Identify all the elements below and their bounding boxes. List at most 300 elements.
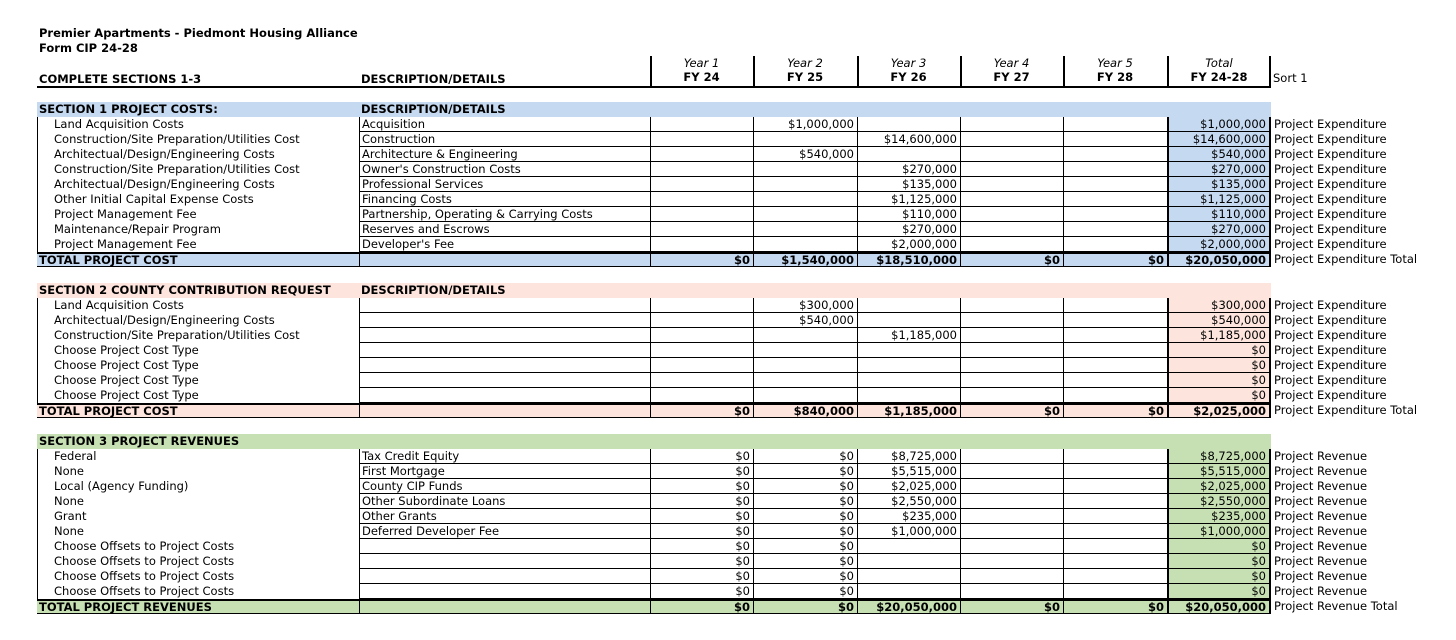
cell-y4[interactable] <box>960 494 1063 509</box>
table-row <box>37 237 1271 252</box>
row-description[interactable] <box>359 554 650 569</box>
row-label[interactable]: Land Acquisition Costs <box>37 298 359 313</box>
cell-y3[interactable]: $1,125,000 <box>857 192 960 207</box>
header-divider <box>753 56 755 88</box>
row-description[interactable]: Financing Costs <box>359 192 650 207</box>
cell-y5[interactable] <box>1063 464 1167 479</box>
cell-y2[interactable] <box>753 358 857 373</box>
section-title: SECTION 3 PROJECT REVENUES <box>39 434 240 448</box>
cell-y1[interactable]: $0 <box>650 479 753 494</box>
cell-tot: $0 <box>1167 539 1271 554</box>
cell-y5[interactable] <box>1063 328 1167 343</box>
cell-y5[interactable] <box>1063 449 1167 464</box>
table-row <box>37 358 1271 373</box>
cell-y3[interactable] <box>857 343 960 358</box>
row-label[interactable]: Choose Offsets to Project Costs <box>37 584 359 599</box>
sort-label: Project Expenditure <box>1274 117 1387 131</box>
col-header-sections: COMPLETE SECTIONS 1-3 <box>39 72 202 86</box>
cell-y4[interactable] <box>960 449 1063 464</box>
col-header-year-3 <box>857 56 960 84</box>
total-y1: $0 <box>650 601 753 613</box>
cell-y5[interactable] <box>1063 494 1167 509</box>
table-row <box>37 132 1271 147</box>
cell-y5[interactable] <box>1063 584 1167 599</box>
cell-y5[interactable] <box>1063 177 1167 192</box>
cell-y3[interactable] <box>857 554 960 569</box>
header-divider <box>1167 56 1169 88</box>
cell-y1[interactable] <box>650 162 753 177</box>
row-label[interactable]: None <box>37 494 359 509</box>
row-label[interactable]: Choose Project Cost Type <box>37 388 359 403</box>
cell-y3[interactable] <box>857 298 960 313</box>
year-label: Year 4 <box>993 56 1030 70</box>
total-y5: $0 <box>1063 601 1167 613</box>
sort-label: Project Revenue <box>1274 554 1368 568</box>
total-y2: $0 <box>753 601 857 613</box>
table-row <box>37 298 1271 313</box>
cell-y5[interactable] <box>1063 388 1167 403</box>
row-label[interactable]: Choose Project Cost Type <box>37 373 359 388</box>
cell-y3[interactable] <box>857 569 960 584</box>
row-label[interactable]: Land Acquisition Costs <box>37 117 359 132</box>
row-label[interactable]: Choose Project Cost Type <box>37 358 359 373</box>
cell-y3[interactable] <box>857 373 960 388</box>
section-heading <box>37 102 1271 117</box>
total-y3: $20,050,000 <box>857 601 960 613</box>
cell-y3[interactable]: $270,000 <box>857 162 960 177</box>
sort-label: Project Revenue Total <box>1274 599 1398 613</box>
cell-y2[interactable] <box>753 343 857 358</box>
row-description[interactable]: County CIP Funds <box>359 479 650 494</box>
cell-y4[interactable] <box>960 132 1063 147</box>
row-label[interactable]: Project Management Fee <box>37 207 359 222</box>
cell-y4[interactable] <box>960 388 1063 403</box>
row-description[interactable]: Developer's Fee <box>359 237 650 252</box>
cell-y2[interactable]: $0 <box>753 464 857 479</box>
cell-tot: $540,000 <box>1167 313 1271 328</box>
cell-tot: $1,000,000 <box>1167 117 1271 132</box>
cell-y1[interactable]: $0 <box>650 449 753 464</box>
row-label[interactable]: Project Management Fee <box>37 237 359 252</box>
table-row <box>37 192 1271 207</box>
section-desc-title <box>359 434 650 449</box>
total-row <box>37 403 1271 418</box>
cell-y4[interactable] <box>960 298 1063 313</box>
cell-y5[interactable] <box>1063 343 1167 358</box>
row-label[interactable]: Grant <box>37 509 359 524</box>
total-desc <box>359 405 650 417</box>
cell-y1[interactable] <box>650 298 753 313</box>
cell-y4[interactable] <box>960 222 1063 237</box>
total-y5: $0 <box>1063 254 1167 266</box>
cell-y3[interactable]: $1,000,000 <box>857 524 960 539</box>
cell-y2[interactable] <box>753 132 857 147</box>
cell-y1[interactable] <box>650 207 753 222</box>
total-desc <box>359 254 650 266</box>
row-label[interactable]: Local (Agency Funding) <box>37 479 359 494</box>
cell-y4[interactable] <box>960 237 1063 252</box>
cell-y2[interactable] <box>753 192 857 207</box>
total-y4: $0 <box>960 601 1063 613</box>
cell-y4[interactable] <box>960 569 1063 584</box>
table-row <box>37 328 1271 343</box>
row-label[interactable]: Construction/Site Preparation/Utilities Cost <box>37 132 359 147</box>
cell-y1[interactable] <box>650 343 753 358</box>
col-header-year-4 <box>960 56 1063 84</box>
section-desc-title: DESCRIPTION/DETAILS <box>361 283 506 297</box>
section-heading <box>37 283 1271 298</box>
row-description[interactable]: Owner's Construction Costs <box>359 162 650 177</box>
row-label[interactable]: Federal <box>37 449 359 464</box>
table-row <box>37 207 1271 222</box>
cell-y2[interactable]: $0 <box>753 539 857 554</box>
cell-y4[interactable] <box>960 192 1063 207</box>
table-row <box>37 388 1271 403</box>
cell-y3[interactable]: $235,000 <box>857 509 960 524</box>
cell-y1[interactable] <box>650 313 753 328</box>
total-y5: $0 <box>1063 405 1167 417</box>
cell-y3[interactable]: $1,185,000 <box>857 328 960 343</box>
sort-label: Project Expenditure <box>1274 358 1387 372</box>
table-row <box>37 162 1271 177</box>
sort-label: Project Expenditure <box>1274 373 1387 387</box>
cell-y1[interactable]: $0 <box>650 464 753 479</box>
cell-y3[interactable] <box>857 117 960 132</box>
cell-tot: $135,000 <box>1167 177 1271 192</box>
section-heading <box>37 434 1271 449</box>
cell-y1[interactable] <box>650 388 753 403</box>
row-label[interactable]: Construction/Site Preparation/Utilities Cost <box>37 162 359 177</box>
cell-y1[interactable] <box>650 328 753 343</box>
col-header-year-5 <box>1063 56 1167 84</box>
total-tot: $20,050,000 <box>1167 601 1271 613</box>
row-description[interactable] <box>359 584 650 599</box>
sort-label: Project Expenditure <box>1274 328 1387 342</box>
sort-label: Project Expenditure <box>1274 222 1387 236</box>
sort-label: Project Expenditure <box>1274 162 1387 176</box>
row-description[interactable] <box>359 328 650 343</box>
cell-y3[interactable]: $135,000 <box>857 177 960 192</box>
cell-y2[interactable]: $0 <box>753 509 857 524</box>
cell-tot: $270,000 <box>1167 222 1271 237</box>
cell-y5[interactable] <box>1063 147 1167 162</box>
cell-tot: $1,185,000 <box>1167 328 1271 343</box>
section-title: SECTION 2 COUNTY CONTRIBUTION REQUEST <box>39 283 331 297</box>
cell-y1[interactable]: $0 <box>650 494 753 509</box>
cell-y5[interactable] <box>1063 313 1167 328</box>
cell-y5[interactable] <box>1063 207 1167 222</box>
cell-y1[interactable] <box>650 222 753 237</box>
year-label: Total <box>1205 56 1233 70</box>
form-title: Premier Apartments - Piedmont Housing Alliance <box>39 26 358 40</box>
cell-y2[interactable] <box>753 222 857 237</box>
cell-y5[interactable] <box>1063 192 1167 207</box>
cell-y4[interactable] <box>960 509 1063 524</box>
row-description[interactable]: First Mortgage <box>359 464 650 479</box>
header-divider <box>857 56 859 88</box>
total-label: TOTAL PROJECT COST <box>37 254 359 266</box>
row-description[interactable] <box>359 358 650 373</box>
cell-y1[interactable]: $0 <box>650 524 753 539</box>
cell-y2[interactable]: $540,000 <box>753 313 857 328</box>
cell-tot: $110,000 <box>1167 207 1271 222</box>
col-header-year-6 <box>1167 56 1271 84</box>
total-row <box>37 252 1271 267</box>
cell-y1[interactable] <box>650 373 753 388</box>
cell-y2[interactable] <box>753 162 857 177</box>
cell-y2[interactable]: $0 <box>753 569 857 584</box>
cell-tot: $0 <box>1167 343 1271 358</box>
cell-y4[interactable] <box>960 177 1063 192</box>
cell-y2[interactable]: $0 <box>753 494 857 509</box>
row-label[interactable]: Choose Offsets to Project Costs <box>37 539 359 554</box>
cell-y3[interactable]: $5,515,000 <box>857 464 960 479</box>
cell-y2[interactable]: $0 <box>753 449 857 464</box>
row-description[interactable]: Acquisition <box>359 117 650 132</box>
section-title: SECTION 1 PROJECT COSTS: <box>39 102 218 116</box>
row-description[interactable]: Professional Services <box>359 177 650 192</box>
table-row <box>37 117 1271 132</box>
cell-y2[interactable]: $0 <box>753 524 857 539</box>
total-tot: $20,050,000 <box>1167 254 1271 266</box>
table-row <box>37 554 1271 569</box>
cell-y2[interactable]: $0 <box>753 554 857 569</box>
cell-y2[interactable]: $0 <box>753 479 857 494</box>
cell-y5[interactable] <box>1063 117 1167 132</box>
sort-label: Project Expenditure <box>1274 147 1387 161</box>
cell-y3[interactable] <box>857 358 960 373</box>
cell-y1[interactable]: $0 <box>650 539 753 554</box>
table-row <box>37 449 1271 464</box>
cell-y5[interactable] <box>1063 569 1167 584</box>
row-description[interactable]: Other Subordinate Loans <box>359 494 650 509</box>
cell-y3[interactable]: $2,025,000 <box>857 479 960 494</box>
sort-label: Project Expenditure <box>1274 192 1387 206</box>
row-description[interactable]: Other Grants <box>359 509 650 524</box>
cell-tot: $270,000 <box>1167 162 1271 177</box>
row-label[interactable]: Architectual/Design/Engineering Costs <box>37 147 359 162</box>
fiscal-year-label: FY 28 <box>1096 70 1134 84</box>
table-row <box>37 584 1271 599</box>
row-description[interactable] <box>359 539 650 554</box>
cell-y4[interactable] <box>960 479 1063 494</box>
sort-label: Project Revenue <box>1274 539 1368 553</box>
header-underline <box>37 86 1271 88</box>
cell-y5[interactable] <box>1063 373 1167 388</box>
row-label[interactable]: Choose Offsets to Project Costs <box>37 569 359 584</box>
cell-y5[interactable] <box>1063 554 1167 569</box>
cell-y3[interactable] <box>857 147 960 162</box>
cell-y3[interactable] <box>857 388 960 403</box>
sort-label: Project Expenditure <box>1274 313 1387 327</box>
fiscal-year-label: FY 24-28 <box>1190 70 1248 84</box>
cell-y4[interactable] <box>960 343 1063 358</box>
header-divider <box>1063 56 1065 88</box>
cell-y1[interactable] <box>650 177 753 192</box>
cell-y1[interactable] <box>650 192 753 207</box>
cell-y4[interactable] <box>960 313 1063 328</box>
cell-y5[interactable] <box>1063 479 1167 494</box>
cell-y3[interactable] <box>857 539 960 554</box>
cell-y1[interactable] <box>650 358 753 373</box>
row-label[interactable]: None <box>37 524 359 539</box>
row-description[interactable]: Reserves and Escrows <box>359 222 650 237</box>
cell-y4[interactable] <box>960 554 1063 569</box>
sort-label: Project Revenue <box>1274 524 1368 538</box>
cell-y1[interactable] <box>650 237 753 252</box>
row-description[interactable]: Deferred Developer Fee <box>359 524 650 539</box>
header-divider <box>650 56 652 88</box>
cell-y3[interactable]: $2,000,000 <box>857 237 960 252</box>
cell-y4[interactable] <box>960 373 1063 388</box>
cell-tot: $1,000,000 <box>1167 524 1271 539</box>
col-header-description: DESCRIPTION/DETAILS <box>361 72 506 86</box>
cell-y3[interactable]: $2,550,000 <box>857 494 960 509</box>
cell-tot: $5,515,000 <box>1167 464 1271 479</box>
sort-label: Project Revenue <box>1274 584 1368 598</box>
row-description[interactable]: Construction <box>359 132 650 147</box>
cell-y5[interactable] <box>1063 132 1167 147</box>
cell-y2[interactable] <box>753 388 857 403</box>
sort-label: Project Revenue <box>1274 449 1368 463</box>
cell-y3[interactable] <box>857 313 960 328</box>
cell-y4[interactable] <box>960 162 1063 177</box>
table-row <box>37 313 1271 328</box>
cell-y3[interactable]: $270,000 <box>857 222 960 237</box>
fiscal-year-label: FY 24 <box>683 70 720 84</box>
year-label: Year 1 <box>683 56 720 70</box>
cell-y1[interactable] <box>650 132 753 147</box>
row-label[interactable]: Choose Project Cost Type <box>37 343 359 358</box>
cell-y2[interactable]: $0 <box>753 584 857 599</box>
cell-y1[interactable]: $0 <box>650 554 753 569</box>
fiscal-year-label: FY 26 <box>890 70 927 84</box>
table-row <box>37 569 1271 584</box>
row-label[interactable]: Maintenance/Repair Program <box>37 222 359 237</box>
row-description[interactable] <box>359 373 650 388</box>
row-label[interactable]: Other Initial Capital Expense Costs <box>37 192 359 207</box>
cell-tot: $2,550,000 <box>1167 494 1271 509</box>
row-label[interactable]: Architectual/Design/Engineering Costs <box>37 313 359 328</box>
row-label[interactable]: Construction/Site Preparation/Utilities Cost <box>37 328 359 343</box>
sort-label: Project Revenue <box>1274 464 1368 478</box>
cell-y4[interactable] <box>960 464 1063 479</box>
cell-tot: $235,000 <box>1167 509 1271 524</box>
total-desc <box>359 601 650 613</box>
cell-y2[interactable] <box>753 328 857 343</box>
table-row <box>37 479 1271 494</box>
row-label[interactable]: None <box>37 464 359 479</box>
cell-y2[interactable] <box>753 207 857 222</box>
cell-y5[interactable] <box>1063 524 1167 539</box>
cell-y4[interactable] <box>960 117 1063 132</box>
cell-tot: $300,000 <box>1167 298 1271 313</box>
cell-y2[interactable] <box>753 373 857 388</box>
cell-tot: $0 <box>1167 373 1271 388</box>
year-label: Year 5 <box>1097 56 1133 70</box>
cell-y5[interactable] <box>1063 358 1167 373</box>
year-label: Year 3 <box>890 56 927 70</box>
row-label[interactable]: Choose Offsets to Project Costs <box>37 554 359 569</box>
cell-y4[interactable] <box>960 358 1063 373</box>
sort-label: Project Revenue <box>1274 479 1368 493</box>
table-row <box>37 177 1271 192</box>
cell-y4[interactable] <box>960 584 1063 599</box>
cell-y1[interactable]: $0 <box>650 569 753 584</box>
total-y2: $1,540,000 <box>753 254 857 266</box>
cell-y3[interactable]: $8,725,000 <box>857 449 960 464</box>
cell-y1[interactable] <box>650 117 753 132</box>
table-row <box>37 494 1271 509</box>
table-row <box>37 464 1271 479</box>
cell-y5[interactable] <box>1063 222 1167 237</box>
total-y3: $18,510,000 <box>857 254 960 266</box>
cell-y5[interactable] <box>1063 237 1167 252</box>
cell-y3[interactable]: $110,000 <box>857 207 960 222</box>
cell-y2[interactable]: $540,000 <box>753 147 857 162</box>
cell-y4[interactable] <box>960 328 1063 343</box>
cell-y2[interactable] <box>753 177 857 192</box>
fiscal-year-label: FY 25 <box>786 70 824 84</box>
row-description[interactable]: Partnership, Operating & Carrying Costs <box>359 207 650 222</box>
cell-y3[interactable] <box>857 584 960 599</box>
sort-label: Project Expenditure <box>1274 132 1387 146</box>
row-description[interactable] <box>359 388 650 403</box>
sort-label: Project Expenditure <box>1274 388 1387 402</box>
sort-label: Project Expenditure Total <box>1274 252 1418 266</box>
table-row <box>37 373 1271 388</box>
cell-y4[interactable] <box>960 524 1063 539</box>
cell-y4[interactable] <box>960 539 1063 554</box>
cell-y5[interactable] <box>1063 509 1167 524</box>
row-description[interactable] <box>359 298 650 313</box>
row-description[interactable] <box>359 313 650 328</box>
cell-tot: $1,125,000 <box>1167 192 1271 207</box>
cell-y5[interactable] <box>1063 162 1167 177</box>
cell-tot: $0 <box>1167 388 1271 403</box>
cell-tot: $2,025,000 <box>1167 479 1271 494</box>
cell-tot: $0 <box>1167 554 1271 569</box>
total-tot: $2,025,000 <box>1167 405 1271 417</box>
cell-tot: $0 <box>1167 569 1271 584</box>
cell-y1[interactable]: $0 <box>650 509 753 524</box>
cell-y1[interactable]: $0 <box>650 584 753 599</box>
cell-y4[interactable] <box>960 207 1063 222</box>
header-divider <box>960 56 962 88</box>
row-description[interactable]: Tax Credit Equity <box>359 449 650 464</box>
cell-tot: $540,000 <box>1167 147 1271 162</box>
cell-y2[interactable]: $300,000 <box>753 298 857 313</box>
cell-y5[interactable] <box>1063 298 1167 313</box>
cell-y5[interactable] <box>1063 539 1167 554</box>
cell-y4[interactable] <box>960 147 1063 162</box>
total-row <box>37 599 1271 614</box>
cell-y2[interactable]: $1,000,000 <box>753 117 857 132</box>
cell-tot: $0 <box>1167 584 1271 599</box>
total-y2: $840,000 <box>753 405 857 417</box>
row-description[interactable] <box>359 569 650 584</box>
row-description[interactable] <box>359 343 650 358</box>
cell-y3[interactable]: $14,600,000 <box>857 132 960 147</box>
cell-y2[interactable] <box>753 237 857 252</box>
form-subtitle: Form CIP 24-28 <box>39 41 138 55</box>
table-row <box>37 343 1271 358</box>
sort-label: Project Expenditure <box>1274 343 1387 357</box>
cell-y1[interactable] <box>650 147 753 162</box>
row-description[interactable]: Architecture & Engineering <box>359 147 650 162</box>
row-label[interactable]: Architectual/Design/Engineering Costs <box>37 177 359 192</box>
section-desc-title: DESCRIPTION/DETAILS <box>361 102 506 116</box>
